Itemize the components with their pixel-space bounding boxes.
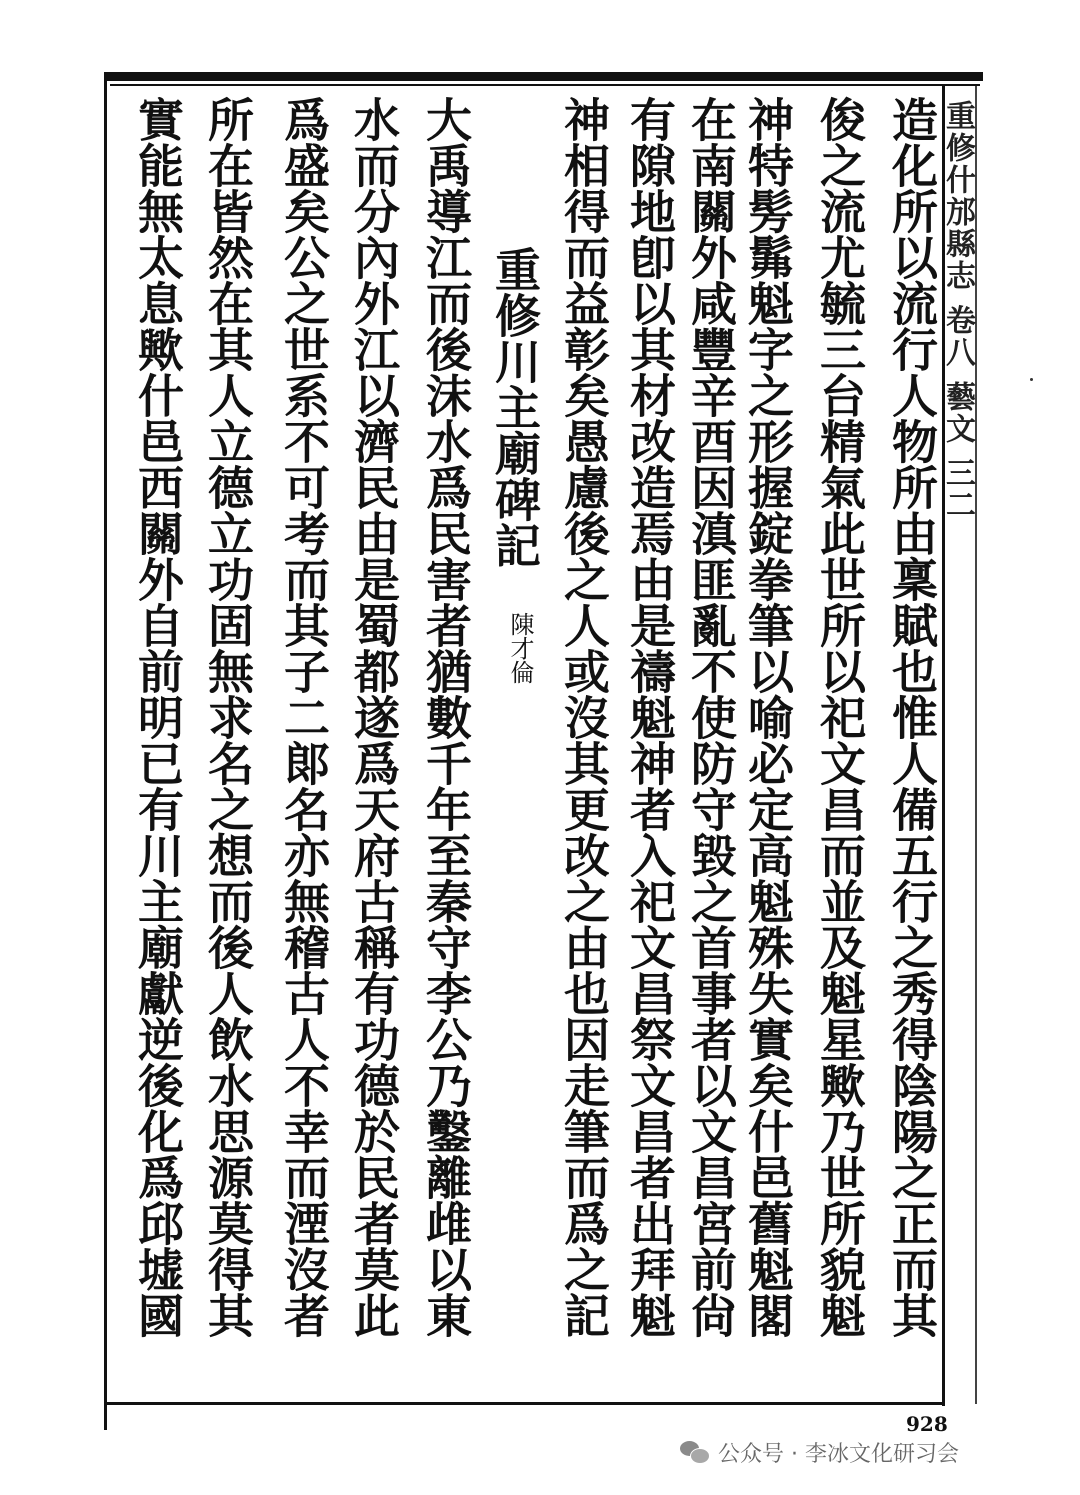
- text-column-11: 所在皆然在其人立德立功固無求名之想而後人飲水思源莫得其: [201, 96, 255, 1338]
- text-column-12: 實能無太息歟什邑西關外自前明已有川主廟獻逆後化爲邱墟國: [131, 96, 185, 1338]
- speck: [1030, 378, 1033, 381]
- text-column-10: 爲盛矣公之世系不可考而其子二郞名亦無稽古人不幸而湮沒者: [277, 96, 331, 1338]
- text-column-3: 神特髣髴魁字之形握錠拳筆以喻必定高魁殊失實矣什邑舊魁閣: [741, 96, 795, 1338]
- page-frame-left: [104, 72, 107, 1430]
- page-frame-top: [105, 72, 983, 81]
- page-frame-bottom: [104, 1402, 944, 1405]
- margin-header: 重修什邡縣志 卷八 藝文 三二: [940, 100, 975, 522]
- text-column-8: 大禹導江而後沫水爲民害者猶數千年至秦守李公乃鑿離䧳以東: [419, 96, 473, 1338]
- inscription-author: 陳才倫: [506, 612, 534, 684]
- wechat-icon: [680, 1439, 710, 1465]
- text-column-5: 有隙地卽以其材改造焉由是禱魁神者入祀文昌祭文昌者出拜魁: [623, 96, 677, 1338]
- text-column-1: 造化所以流行人物所由稟賦也惟人備五行之秀得陰陽之正而其: [885, 96, 939, 1338]
- page-number: 928: [906, 1412, 948, 1436]
- text-column-2: 俊之流尤毓三台精氣此世所以祀文昌而並及魁星歟乃世所貌魁: [813, 96, 867, 1338]
- watermark: [680, 1432, 959, 1472]
- watermark-text: 公众号 · 李冰文化研习会: [718, 1441, 959, 1467]
- inscription-title: 重修川主廟碑記: [488, 246, 542, 568]
- text-column-9: 水而分內外江以濟民由是蜀都遂爲天府古稱有功德於民者莫此: [347, 96, 401, 1338]
- page-frame-top-inner: [110, 84, 980, 86]
- text-column-6: 神相得而益彰矣愚慮後之人或沒其更改之由也因走筆而爲之記: [557, 96, 611, 1338]
- text-column-4: 在南關外咸豐辛酉因滇匪亂不使防守毀之首事者以文昌宮前尙: [684, 96, 738, 1338]
